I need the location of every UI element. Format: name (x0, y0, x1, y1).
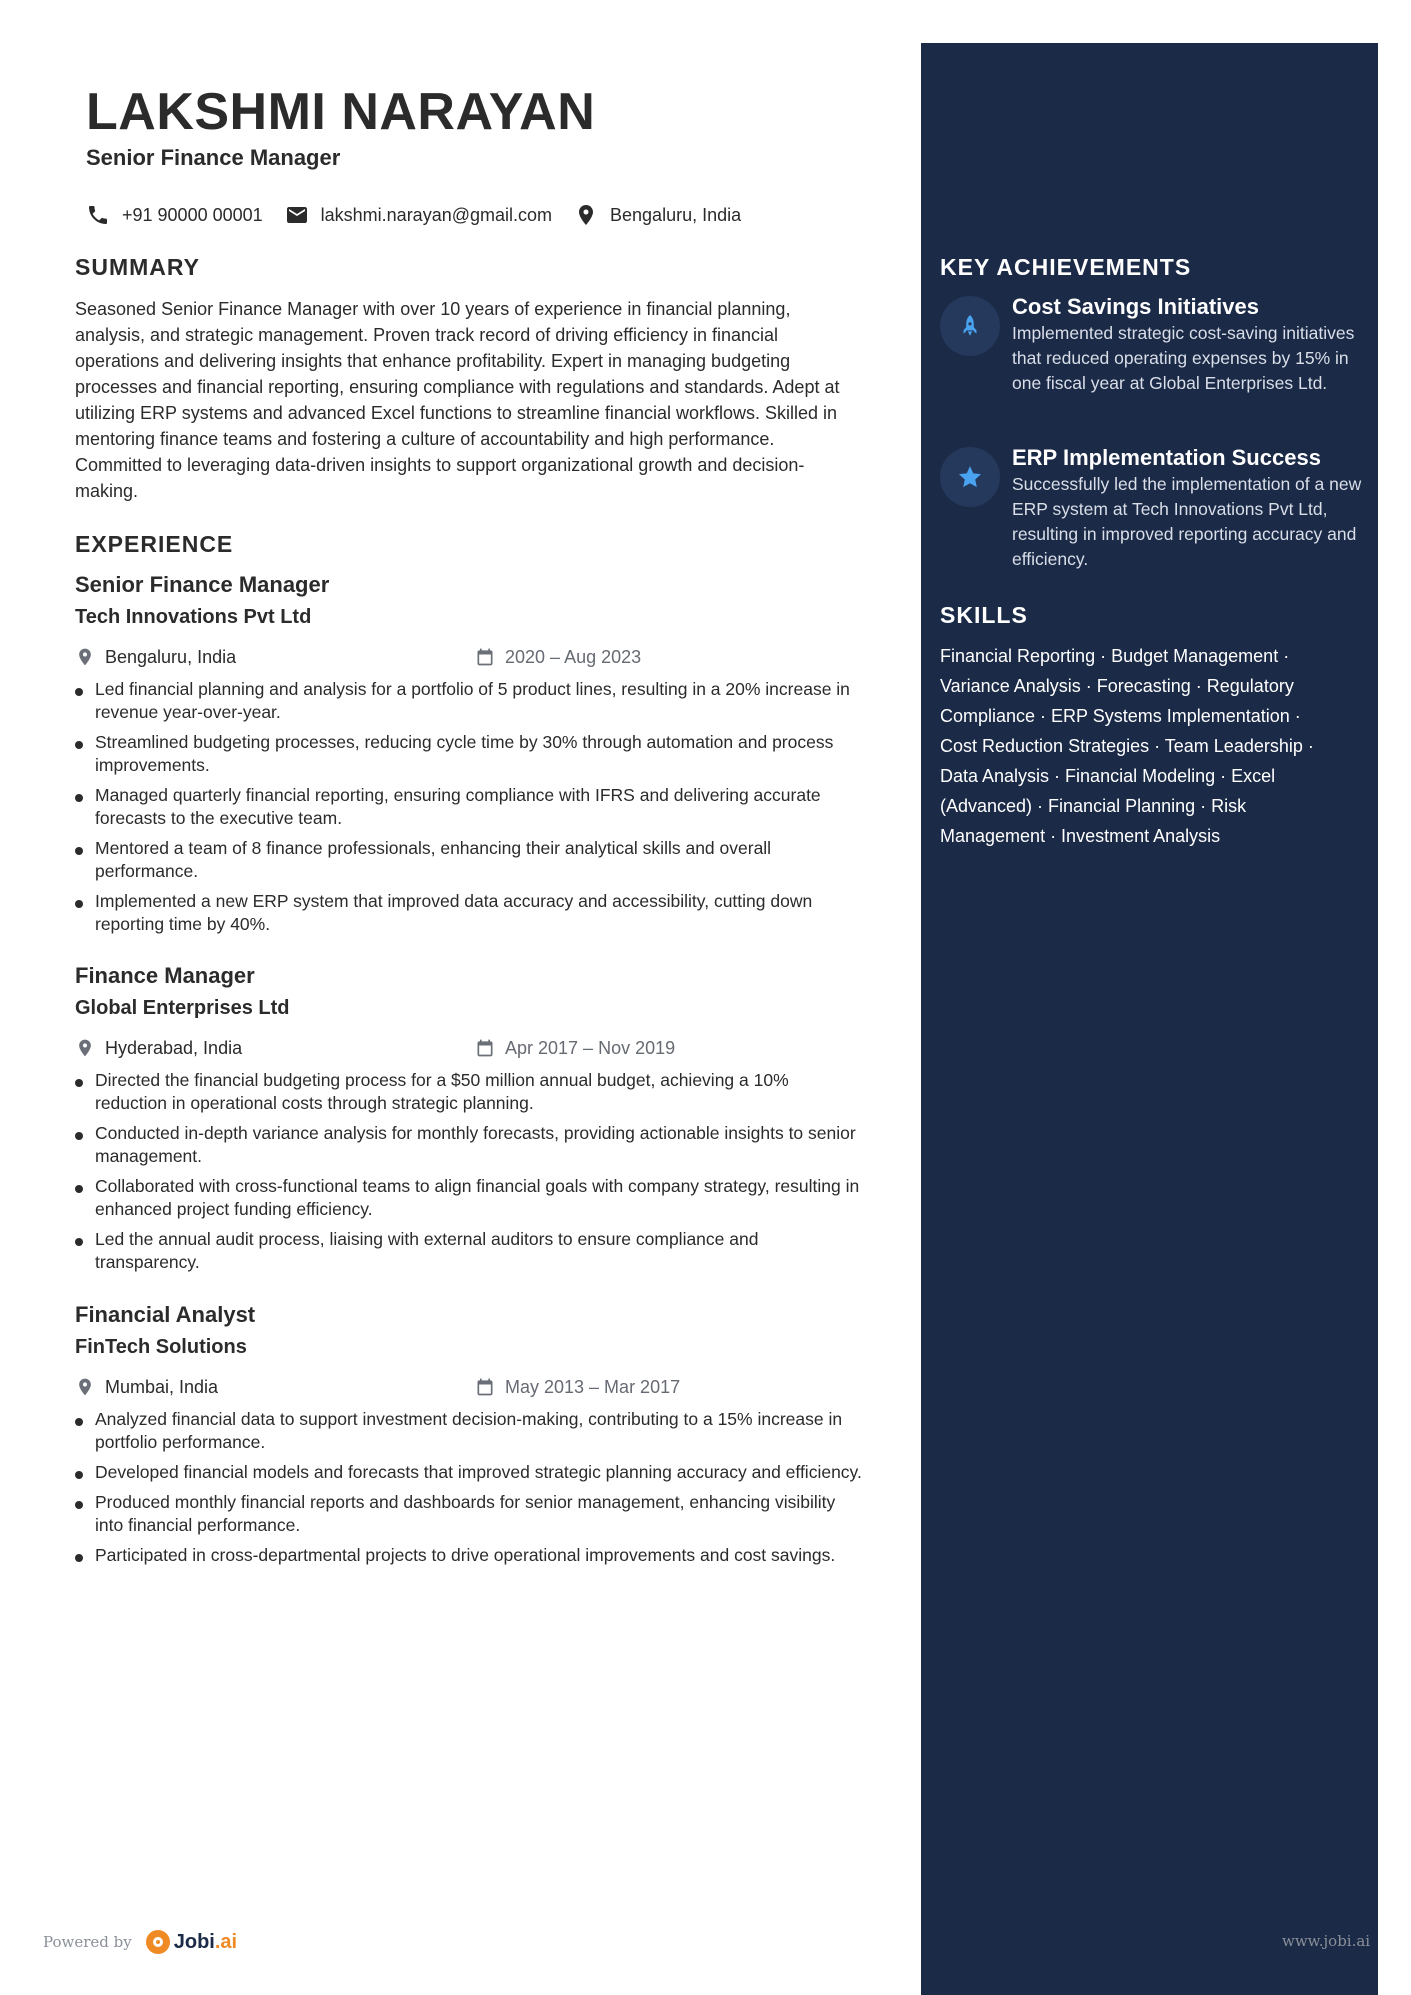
contact-location (574, 203, 741, 227)
job-company: Tech Innovations Pvt Ltd (75, 606, 312, 628)
job-title: Senior Finance Manager (75, 572, 330, 597)
bullet-dot (75, 794, 83, 802)
job-location-text: Bengaluru, India (105, 646, 237, 667)
bullet-dot (75, 1132, 83, 1140)
job-location (75, 1038, 475, 1059)
bullet-dot (75, 1554, 83, 1562)
list-item: Conducted in-depth variance analysis for monthly forecasts, providing actionable insights to senior management. (75, 1122, 865, 1168)
bullet-dot (75, 1238, 83, 1246)
achievement-title: Cost Savings Initiatives (1012, 294, 1259, 319)
bullet-dot (75, 900, 83, 908)
achievements-heading: KEY ACHIEVEMENTS (940, 254, 1192, 280)
location-pin-icon (75, 1038, 95, 1058)
contact-row (86, 203, 763, 227)
job-company: FinTech Solutions (75, 1336, 247, 1358)
job-entry (75, 961, 865, 1281)
calendar-icon (475, 647, 495, 667)
achievement-desc: Successfully led the implementation of a new ERP system at Tech Innovations Pvt Ltd, resulting in improved reporting accuracy and efficiency. (1012, 474, 1362, 569)
list-item: Streamlined budgeting processes, reducing cycle time by 30% through automation and process improvements. (75, 731, 865, 777)
list-item: Led the annual audit process, liaising with external auditors to ensure compliance and transparency. (75, 1228, 865, 1274)
list-item: Participated in cross-departmental projects to drive operational improvements and cost savings. (75, 1544, 865, 1567)
achievement-icon-badge (940, 296, 1000, 356)
summary-text: Seasoned Senior Finance Manager with over 10 years of experience in financial planning, analysis, and strategic management. Proven track record of driving efficiency in financial operations and delivering insights that enhance profitability. Expert in managing budgeting processes and financial reporting, ensuring compliance with regulations and standards. Adept at utilizing ERP systems and advanced Excel functions to streamline financial workflows. Skilled in mentoring finance teams and fostering a culture of accountability and high performance. Committed to leveraging data-driven insights to support organizational growth and decision-making. (75, 299, 840, 501)
job-dates-text: Apr 2017 – Nov 2019 (505, 1037, 676, 1058)
candidate-title: Senior Finance Manager (86, 145, 341, 170)
mail-icon (285, 203, 309, 227)
job-location (75, 647, 475, 668)
skills-heading: SKILLS (940, 602, 1028, 628)
jobi-logo[interactable] (146, 1930, 237, 1954)
phone-icon (86, 203, 110, 227)
job-dates (475, 647, 641, 668)
job-location-text: Mumbai, India (105, 1376, 219, 1397)
job-entry (75, 570, 865, 943)
achievement-text (1012, 293, 1362, 396)
contact-phone[interactable] (86, 203, 263, 227)
email-text: lakshmi.narayan@gmail.com (320, 204, 553, 225)
job-entry (75, 1300, 865, 1574)
list-item: Implemented a new ERP system that improved data accuracy and accessibility, cutting down reporting time by 40%. (75, 890, 865, 936)
location-text: Bengaluru, India (610, 204, 742, 225)
site-link[interactable]: www.jobi.ai (1282, 1932, 1371, 1950)
phone-text: +91 90000 00001 (122, 204, 263, 225)
achievement-icon-badge (940, 447, 1000, 507)
contact-email[interactable] (285, 203, 552, 227)
achievement-desc: Implemented strategic cost-saving initiatives that reduced operating expenses by 15% in one fiscal year at Global Enterprises Ltd. (1012, 323, 1355, 393)
star-icon (957, 464, 983, 490)
location-pin-icon (75, 1377, 95, 1397)
location-pin-icon (75, 647, 95, 667)
bullet-dot (75, 1471, 83, 1479)
job-company: Global Enterprises Ltd (75, 997, 290, 1019)
job-location (75, 1377, 475, 1398)
job-meta (75, 644, 865, 670)
skills-list: Financial Reporting · Budget Management · Variance Analysis · Forecasting · Regulatory Compliance · ERP Systems Implementation · Cost Reduction Strategies · Team Leadership · Data Analysis · Financial Modeling · Excel (Advanced) · Financial Planning · Risk Management · Investment Analysis (940, 646, 1314, 846)
achievement-text (1012, 444, 1362, 572)
list-item: Managed quarterly financial reporting, ensuring compliance with IFRS and delivering accurate forecasts to the executive team. (75, 784, 865, 830)
job-meta (75, 1035, 865, 1061)
job-dates (475, 1377, 680, 1398)
list-item: Analyzed financial data to support investment decision-making, contributing to a 15% increase in portfolio performance. (75, 1408, 865, 1454)
job-dates-text: 2020 – Aug 2023 (505, 646, 642, 667)
jobi-logo-text: Jobi.ai (173, 1930, 238, 1953)
bullet-dot (75, 1185, 83, 1193)
list-item: Mentored a team of 8 finance professionals, enhancing their analytical skills and overall performance. (75, 837, 865, 883)
powered-by (43, 1930, 237, 1954)
bullet-dot (75, 1418, 83, 1426)
experience-heading: EXPERIENCE (75, 531, 234, 557)
jobi-logo-icon (146, 1930, 170, 1954)
job-dates (475, 1038, 675, 1059)
summary-heading: SUMMARY (75, 254, 200, 280)
job-bullets (75, 1408, 865, 1567)
bullet-dot (75, 1079, 83, 1087)
job-bullets (75, 678, 865, 936)
bullet-dot (75, 847, 83, 855)
calendar-icon (475, 1038, 495, 1058)
list-item: Developed financial models and forecasts that improved strategic planning accuracy and efficiency. (75, 1461, 865, 1484)
location-pin-icon (574, 203, 598, 227)
job-bullets (75, 1069, 865, 1274)
job-title: Finance Manager (75, 963, 255, 988)
bullet-dot (75, 688, 83, 696)
list-item: Collaborated with cross-functional teams to align financial goals with company strategy, resulting in enhanced project funding efficiency. (75, 1175, 865, 1221)
job-dates-text: May 2013 – Mar 2017 (505, 1376, 681, 1397)
powered-by-text: Powered by (43, 1933, 132, 1951)
list-item: Directed the financial budgeting process for a $50 million annual budget, achieving a 10% reduction in operational costs through strategic planning. (75, 1069, 865, 1115)
bullet-dot (75, 741, 83, 749)
rocket-icon (957, 313, 983, 339)
job-title: Financial Analyst (75, 1302, 256, 1327)
job-meta (75, 1374, 865, 1400)
list-item: Led financial planning and analysis for a portfolio of 5 product lines, resulting in a 20% increase in revenue year-over-year. (75, 678, 865, 724)
job-location-text: Hyderabad, India (105, 1037, 243, 1058)
achievement-title: ERP Implementation Success (1012, 445, 1321, 470)
bullet-dot (75, 1501, 83, 1509)
candidate-name: LAKSHMI NARAYAN (86, 83, 596, 141)
calendar-icon (475, 1377, 495, 1397)
list-item: Produced monthly financial reports and dashboards for senior management, enhancing visibility into financial performance. (75, 1491, 865, 1537)
